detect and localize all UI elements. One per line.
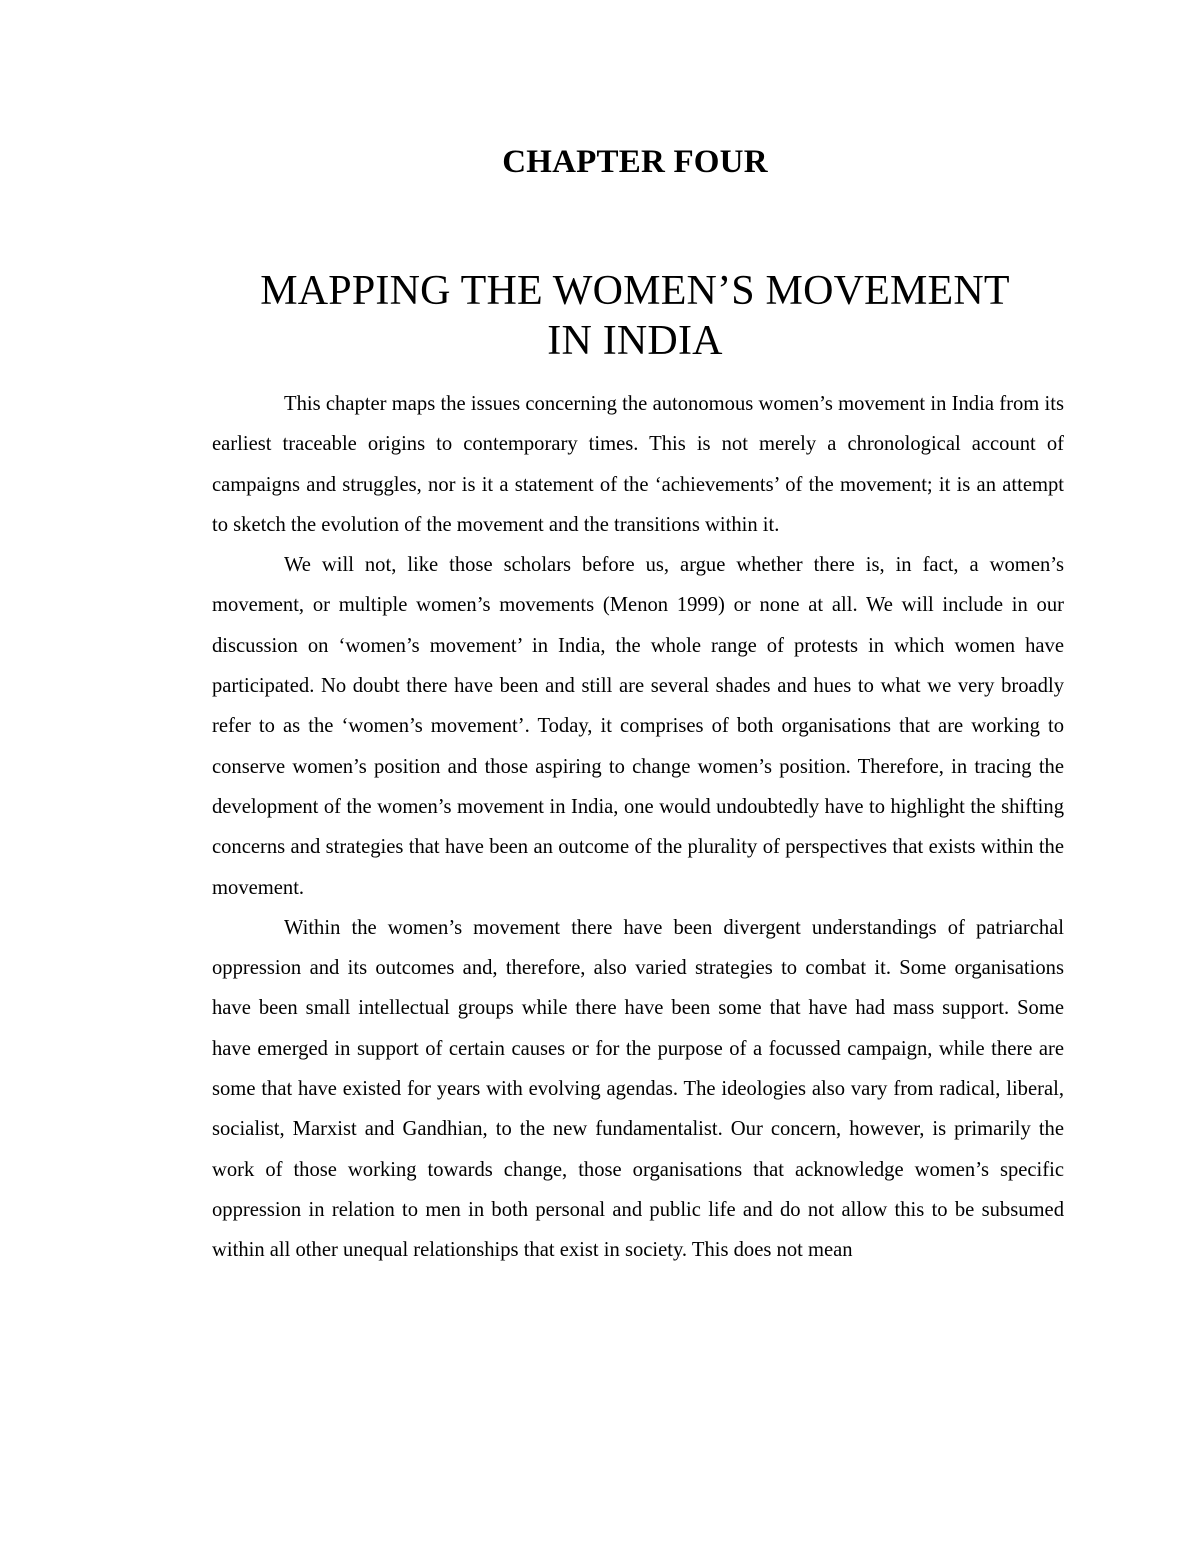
paragraph-3: Within the women’s movement there have been divergent understandings of patriarchal oppression and its outcomes and, therefore, also varied strategies to combat it. Some organisations have been small intellectual groups while there have been some that have had mass support. Some have emerged in support of certain causes or for the purpose of a focussed campaign, while there are some that have existed for years with evolving agendas. The ideologies also vary from radical, liberal, socialist, Marxist and Gandhian, to the new fundamentalist. Our concern, however, is primarily the work of those working towards change, those organisations that acknowledge women’s specific oppression in relation to men in both personal and public life and do not allow this to be subsumed within all other unequal relationships that exist in society. This does not mean	[212, 916, 1064, 1262]
chapter-title-line-2: IN INDIA	[547, 318, 723, 364]
chapter-label: CHAPTER FOUR	[502, 144, 768, 180]
paragraph-2: We will not, like those scholars before us, argue whether there is, in fact, a women’s movement, or multiple women’s movements (Menon 1999) or none at all. We will include in our discussion on ‘women’s movement’ in India, the whole range of protests in which women have participated. No doubt there have been and still are several shades and hues to what we very broadly refer to as the ‘women’s movement’. Today, it comprises of both organisations that are working to conserve women’s position and those aspiring to change women’s position. Therefore, in tracing the development of the women’s movement in India, one would undoubtedly have to highlight the shifting concerns and strategies that have been an outcome of the plurality of perspectives that exists within the movement.	[212, 554, 1064, 899]
body-text	[212, 384, 1064, 1271]
paragraph-1: This chapter maps the issues concerning the autonomous women’s movement in India from its earliest traceable origins to contemporary times. This is not merely a chronological account of campaigns and struggles, nor is it a statement of the ‘achievements’ of the movement; it is an attempt to sketch the evolution of the movement and the transitions within it.	[212, 393, 1064, 536]
chapter-title	[0, 266, 1200, 366]
chapter-title-line-1: MAPPING THE WOMEN’S MOVEMENT	[260, 268, 1010, 314]
